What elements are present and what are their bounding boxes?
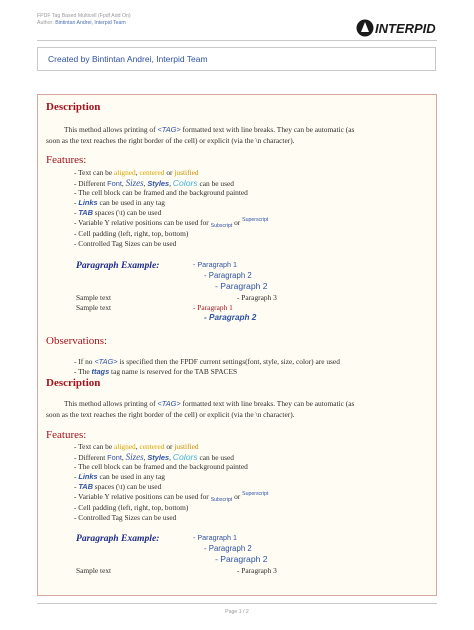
feature-fonts: - Different Font, Sizes, Styles, Colors can be used <box>74 178 234 188</box>
logo-text: INTERPID <box>375 21 436 36</box>
paragraph-1-red: - Paragraph 1 <box>193 303 233 312</box>
paragraph-1-second: - Paragraph 1 <box>193 533 237 542</box>
paragraph-3-second: - Paragraph 3 <box>237 566 277 575</box>
paragraph-2-bold: - Paragraph 2 <box>204 313 257 322</box>
feature-links: - Links can be used in any tag <box>74 198 165 207</box>
description-line-2: soon as the text reaches the right border of the cell) or explicit (via the \n character). <box>46 136 295 145</box>
content-box <box>37 94 437 596</box>
feature-tab-2: - TAB spaces (\t) can be used <box>74 482 162 491</box>
feature-padding-2: - Cell padding (left, right, top, bottom) <box>74 503 189 512</box>
paragraph-2-second: - Paragraph 2 <box>204 544 252 553</box>
created-by-text: Created by Bintintan Andrei, Interpid Team <box>48 54 208 64</box>
description-line-1: This method allows printing of <TAG> formatted text with line breaks. They can be automatic (as <box>64 125 355 134</box>
tag-text: <TAG> <box>157 125 181 134</box>
paragraph-example-label-2: Paragraph Example: <box>76 533 160 544</box>
author-line <box>37 20 131 27</box>
observation-2: - The ttags tag name is reserved for the TAB SPACES <box>74 367 238 376</box>
feature-subscript: - Variable Y relative positions can be used for $_{Subscript}$ or $^{Superscript}$ <box>74 217 269 229</box>
created-by-box <box>37 47 436 71</box>
paragraph-1: - Paragraph 1 <box>193 260 237 269</box>
header-divider <box>37 40 437 41</box>
description-line-1-2: This method allows printing of <TAG> formatted text with line breaks. They can be automatic (as <box>64 399 355 408</box>
feature-frame-2: - The cell block can be framed and the background painted <box>74 462 248 471</box>
document-header <box>37 13 131 27</box>
features-heading: Features: <box>46 154 87 166</box>
feature-tag-sizes: - Controlled Tag Sizes can be used <box>74 239 177 248</box>
description-line-2-2: soon as the text reaches the right border of the cell) or explicit (via the \n character). <box>46 410 295 419</box>
interpid-logo <box>356 18 440 38</box>
feature-aligned-2: - Text can be aligned, centered or justified <box>74 442 199 451</box>
feature-tab: - TAB spaces (\t) can be used <box>74 208 162 217</box>
feature-subscript-2: - Variable Y relative positions can be used for $_{Subscript}$ or $^{Superscript}$ <box>74 491 269 503</box>
observation-1: - If no <TAG> is specified then the FPDF current settings(font, style, size, color) are used <box>74 357 340 366</box>
description-heading: Description <box>46 101 101 113</box>
feature-aligned: - Text can be aligned, centered or justified <box>74 168 199 177</box>
feature-fonts-2: - Different Font, Sizes, Styles, Colors can be used <box>74 452 234 462</box>
sample-text-1: Sample text <box>76 293 112 302</box>
sample-text-1-second: Sample text <box>76 566 112 575</box>
author-label: Author: <box>37 20 54 26</box>
tag-text-2: <TAG> <box>157 399 181 408</box>
feature-links-2: - Links can be used in any tag <box>74 472 165 481</box>
footer-divider <box>37 603 437 604</box>
feature-tag-sizes-2: - Controlled Tag Sizes can be used <box>74 513 177 522</box>
paragraph-3: - Paragraph 3 <box>237 293 277 302</box>
doc-title: FPDF Tag Based Multicell (Fpdf Add On) <box>37 13 131 19</box>
page-number: Page 1 / 2 <box>225 609 249 615</box>
sample-text-2: Sample text <box>76 303 112 312</box>
description-heading-2: Description <box>46 377 101 389</box>
paragraph-2: - Paragraph 2 <box>204 271 252 280</box>
author-value: Bintintan Andrei, Interpid Team <box>55 20 126 26</box>
feature-frame: - The cell block can be framed and the background painted <box>74 188 248 197</box>
paragraph-example-label: Paragraph Example: <box>76 260 160 271</box>
features-heading-2: Features: <box>46 429 87 441</box>
paragraph-2b: - Paragraph 2 <box>215 281 268 291</box>
paragraph-2b-second: - Paragraph 2 <box>215 554 268 564</box>
feature-padding: - Cell padding (left, right, top, bottom) <box>74 229 189 238</box>
observations-heading: Observations: <box>46 335 108 347</box>
